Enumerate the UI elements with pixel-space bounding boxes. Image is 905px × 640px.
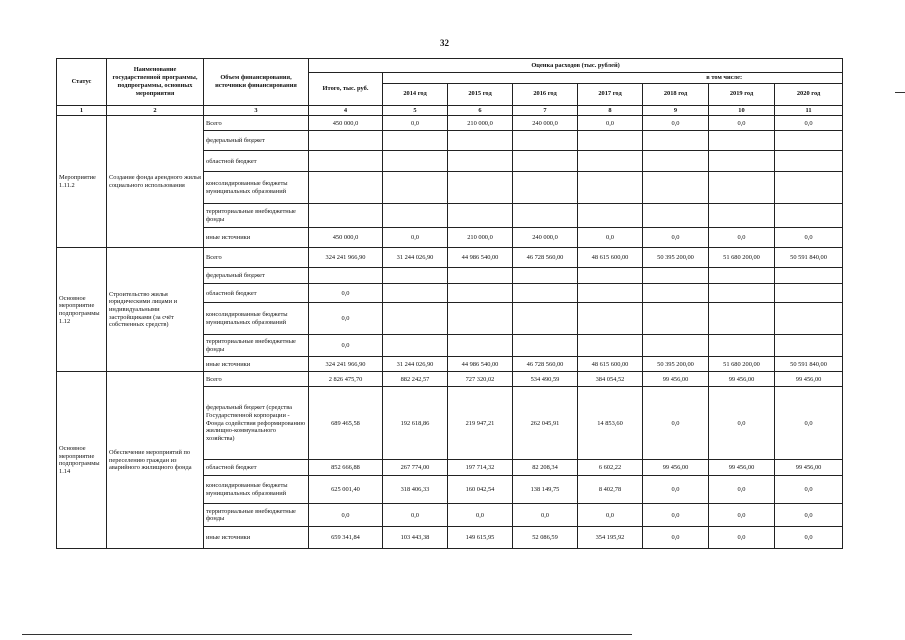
year-value-cell: 48 615 600,00 <box>578 248 643 268</box>
year-value-cell: 0,0 <box>775 116 843 131</box>
year-value-cell: 52 086,59 <box>513 527 578 549</box>
funding-source-cell: иные источники <box>204 527 309 549</box>
year-value-cell <box>709 268 775 284</box>
year-value-cell <box>448 335 513 357</box>
header-including: в том числе: <box>383 73 843 84</box>
year-value-cell <box>643 204 709 228</box>
year-value-cell: 0,0 <box>709 504 775 527</box>
year-value-cell: 99 456,00 <box>643 460 709 476</box>
year-value-cell: 0,0 <box>578 228 643 248</box>
year-value-cell <box>578 204 643 228</box>
column-number: 10 <box>709 105 775 116</box>
year-value-cell: 99 456,00 <box>709 372 775 387</box>
year-value-cell: 103 443,38 <box>383 527 448 549</box>
year-value-cell <box>383 151 448 172</box>
funding-source-cell: областной бюджет <box>204 284 309 303</box>
year-value-cell <box>513 151 578 172</box>
status-cell: Основное мероприятие подпрограммы 1.12 <box>57 248 107 372</box>
column-number: 5 <box>383 105 448 116</box>
total-cell: 0,0 <box>309 335 383 357</box>
year-value-cell: 0,0 <box>383 504 448 527</box>
year-value-cell: 0,0 <box>643 476 709 504</box>
year-value-cell: 46 728 560,00 <box>513 248 578 268</box>
year-value-cell <box>775 268 843 284</box>
year-value-cell: 197 714,32 <box>448 460 513 476</box>
year-value-cell <box>513 335 578 357</box>
funding-source-cell: консолидированные бюджеты муниципальных образований <box>204 476 309 504</box>
year-value-cell <box>775 151 843 172</box>
year-value-cell: 44 986 540,00 <box>448 248 513 268</box>
year-value-cell: 99 456,00 <box>775 460 843 476</box>
total-cell: 0,0 <box>309 504 383 527</box>
year-value-cell <box>383 204 448 228</box>
total-cell <box>309 268 383 284</box>
year-value-cell <box>643 151 709 172</box>
year-value-cell: 46 728 560,00 <box>513 357 578 372</box>
status-cell: Основное мероприятие подпрограммы 1.14 <box>57 372 107 549</box>
status-cell: Мероприятие 1.11.2 <box>57 116 107 248</box>
total-cell: 852 666,88 <box>309 460 383 476</box>
year-value-cell <box>383 268 448 284</box>
year-value-cell: 0,0 <box>643 387 709 460</box>
year-value-cell: 219 947,21 <box>448 387 513 460</box>
year-value-cell: 8 402,78 <box>578 476 643 504</box>
year-value-cell <box>513 131 578 151</box>
funding-source-cell: федеральный бюджет <box>204 268 309 284</box>
header-year: 2015 год <box>448 83 513 105</box>
column-number: 1 <box>57 105 107 116</box>
year-value-cell: 50 591 840,00 <box>775 357 843 372</box>
year-value-cell <box>383 303 448 335</box>
year-value-cell <box>775 131 843 151</box>
year-value-cell: 0,0 <box>643 228 709 248</box>
year-value-cell <box>383 172 448 204</box>
table-row <box>57 248 843 268</box>
funding-source-cell: федеральный бюджет <box>204 131 309 151</box>
header-year: 2017 год <box>578 83 643 105</box>
year-value-cell <box>709 204 775 228</box>
year-value-cell <box>578 335 643 357</box>
total-cell: 625 001,40 <box>309 476 383 504</box>
funding-source-cell: иные источники <box>204 228 309 248</box>
year-value-cell <box>448 131 513 151</box>
year-value-cell: 0,0 <box>709 527 775 549</box>
year-value-cell: 0,0 <box>775 504 843 527</box>
funding-source-cell: Всего <box>204 116 309 131</box>
year-value-cell: 50 591 840,00 <box>775 248 843 268</box>
funding-source-cell: областной бюджет <box>204 151 309 172</box>
year-value-cell <box>775 284 843 303</box>
year-value-cell <box>709 303 775 335</box>
year-value-cell: 51 680 200,00 <box>709 357 775 372</box>
measure-name-cell: Обеспечение мероприятий по переселению граждан из аварийного жилищного фонда <box>107 372 204 549</box>
header-total: Итого, тыс. руб. <box>309 73 383 106</box>
year-value-cell <box>513 284 578 303</box>
year-value-cell: 0,0 <box>578 116 643 131</box>
year-value-cell: 149 615,95 <box>448 527 513 549</box>
total-cell: 0,0 <box>309 303 383 335</box>
year-value-cell <box>448 172 513 204</box>
header-name: Наименование государственной программы, подпрограммы, основных мероприятия <box>107 59 204 106</box>
year-value-cell: 14 853,60 <box>578 387 643 460</box>
total-cell <box>309 172 383 204</box>
year-value-cell: 534 490,59 <box>513 372 578 387</box>
year-value-cell: 0,0 <box>709 116 775 131</box>
year-value-cell: 160 042,54 <box>448 476 513 504</box>
total-cell <box>309 131 383 151</box>
year-value-cell <box>578 303 643 335</box>
edge-mark <box>895 92 905 93</box>
total-cell: 659 341,84 <box>309 527 383 549</box>
year-value-cell: 0,0 <box>709 476 775 504</box>
year-value-cell <box>709 284 775 303</box>
year-value-cell <box>643 284 709 303</box>
year-value-cell: 99 456,00 <box>643 372 709 387</box>
funding-source-cell: Всего <box>204 248 309 268</box>
column-number: 3 <box>204 105 309 116</box>
year-value-cell: 0,0 <box>513 504 578 527</box>
year-value-cell <box>513 172 578 204</box>
year-value-cell: 0,0 <box>709 387 775 460</box>
year-value-cell: 240 000,0 <box>513 228 578 248</box>
funding-source-cell: областной бюджет <box>204 460 309 476</box>
year-value-cell <box>448 284 513 303</box>
year-value-cell: 44 986 540,00 <box>448 357 513 372</box>
year-value-cell <box>643 268 709 284</box>
header-year: 2016 год <box>513 83 578 105</box>
total-cell <box>309 204 383 228</box>
year-value-cell <box>709 131 775 151</box>
column-number: 11 <box>775 105 843 116</box>
header-year: 2019 год <box>709 83 775 105</box>
year-value-cell: 6 602,22 <box>578 460 643 476</box>
year-value-cell: 82 208,34 <box>513 460 578 476</box>
year-value-cell: 0,0 <box>775 476 843 504</box>
bottom-rule <box>22 634 632 635</box>
year-value-cell: 0,0 <box>448 504 513 527</box>
total-cell: 450 000,0 <box>309 228 383 248</box>
year-value-cell <box>448 204 513 228</box>
funding-source-cell: территориальные внебюджетные фонды <box>204 504 309 527</box>
year-value-cell <box>643 335 709 357</box>
total-cell: 450 000,0 <box>309 116 383 131</box>
year-value-cell <box>448 151 513 172</box>
year-value-cell: 0,0 <box>383 228 448 248</box>
year-value-cell <box>513 303 578 335</box>
column-number: 2 <box>107 105 204 116</box>
header-year: 2020 год <box>775 83 843 105</box>
header-funding: Объем финансирования, источники финансирования <box>204 59 309 106</box>
year-value-cell: 31 244 026,90 <box>383 357 448 372</box>
table-row <box>57 116 843 131</box>
year-value-cell: 99 456,00 <box>709 460 775 476</box>
year-value-cell <box>643 172 709 204</box>
year-value-cell: 354 195,92 <box>578 527 643 549</box>
header-status: Статус <box>57 59 107 106</box>
year-value-cell: 0,0 <box>578 504 643 527</box>
year-value-cell <box>578 172 643 204</box>
year-value-cell: 51 680 200,00 <box>709 248 775 268</box>
year-value-cell <box>775 172 843 204</box>
year-value-cell: 0,0 <box>775 228 843 248</box>
page-number: 32 <box>440 38 449 48</box>
funding-source-cell: консолидированные бюджеты муниципальных образований <box>204 172 309 204</box>
year-value-cell <box>775 204 843 228</box>
total-cell: 2 826 475,70 <box>309 372 383 387</box>
year-value-cell: 240 000,0 <box>513 116 578 131</box>
column-number: 8 <box>578 105 643 116</box>
year-value-cell <box>578 284 643 303</box>
year-value-cell: 99 456,00 <box>775 372 843 387</box>
funding-source-cell: Всего <box>204 372 309 387</box>
year-value-cell: 138 149,75 <box>513 476 578 504</box>
year-value-cell: 0,0 <box>383 116 448 131</box>
funding-source-cell: консолидированные бюджеты муниципальных образований <box>204 303 309 335</box>
year-value-cell <box>448 303 513 335</box>
year-value-cell <box>383 335 448 357</box>
measure-name-cell: Строительство жилья юридическими лицами и индивидуальными застройщиками (за счёт собственных средств) <box>107 248 204 372</box>
year-value-cell: 0,0 <box>643 527 709 549</box>
year-value-cell <box>513 268 578 284</box>
funding-source-cell: территориальные внебюджетные фонды <box>204 335 309 357</box>
total-cell: 0,0 <box>309 284 383 303</box>
year-value-cell: 0,0 <box>775 387 843 460</box>
year-value-cell <box>578 131 643 151</box>
year-value-cell: 50 395 200,00 <box>643 248 709 268</box>
year-value-cell: 50 395 200,00 <box>643 357 709 372</box>
header-year: 2018 год <box>643 83 709 105</box>
funding-source-cell: иные источники <box>204 357 309 372</box>
year-value-cell: 0,0 <box>709 228 775 248</box>
year-value-cell <box>775 303 843 335</box>
year-value-cell <box>709 151 775 172</box>
table-row <box>57 372 843 387</box>
column-number: 9 <box>643 105 709 116</box>
year-value-cell: 0,0 <box>775 527 843 549</box>
year-value-cell: 727 320,02 <box>448 372 513 387</box>
funding-source-cell: территориальные внебюджетные фонды <box>204 204 309 228</box>
year-value-cell: 0,0 <box>643 504 709 527</box>
total-cell: 324 241 966,90 <box>309 357 383 372</box>
column-number: 7 <box>513 105 578 116</box>
total-cell <box>309 151 383 172</box>
year-value-cell <box>775 335 843 357</box>
year-value-cell: 210 000,0 <box>448 116 513 131</box>
year-value-cell: 192 618,86 <box>383 387 448 460</box>
year-value-cell: 48 615 600,00 <box>578 357 643 372</box>
year-value-cell <box>513 204 578 228</box>
header-estimate: Оценка расходов (тыс. рублей) <box>309 59 843 73</box>
year-value-cell: 318 406,33 <box>383 476 448 504</box>
year-value-cell <box>578 268 643 284</box>
year-value-cell <box>578 151 643 172</box>
funding-source-cell: федеральный бюджет (средства Государственной корпорации - Фонда содействия реформированию жилищно-коммунального хозяйства) <box>204 387 309 460</box>
total-cell: 689 465,58 <box>309 387 383 460</box>
year-value-cell <box>383 131 448 151</box>
year-value-cell: 0,0 <box>643 116 709 131</box>
year-value-cell <box>383 284 448 303</box>
year-value-cell <box>643 131 709 151</box>
year-value-cell <box>709 335 775 357</box>
year-value-cell: 384 054,52 <box>578 372 643 387</box>
year-value-cell: 210 000,0 <box>448 228 513 248</box>
measure-name-cell: Создание фонда арендного жилья социального использования <box>107 116 204 248</box>
column-number: 6 <box>448 105 513 116</box>
total-cell: 324 241 966,90 <box>309 248 383 268</box>
year-value-cell: 262 045,91 <box>513 387 578 460</box>
year-value-cell <box>448 268 513 284</box>
year-value-cell <box>709 172 775 204</box>
header-year: 2014 год <box>383 83 448 105</box>
year-value-cell: 882 242,57 <box>383 372 448 387</box>
year-value-cell: 267 774,00 <box>383 460 448 476</box>
year-value-cell <box>643 303 709 335</box>
year-value-cell: 31 244 026,90 <box>383 248 448 268</box>
column-number: 4 <box>309 105 383 116</box>
budget-table <box>56 58 843 549</box>
